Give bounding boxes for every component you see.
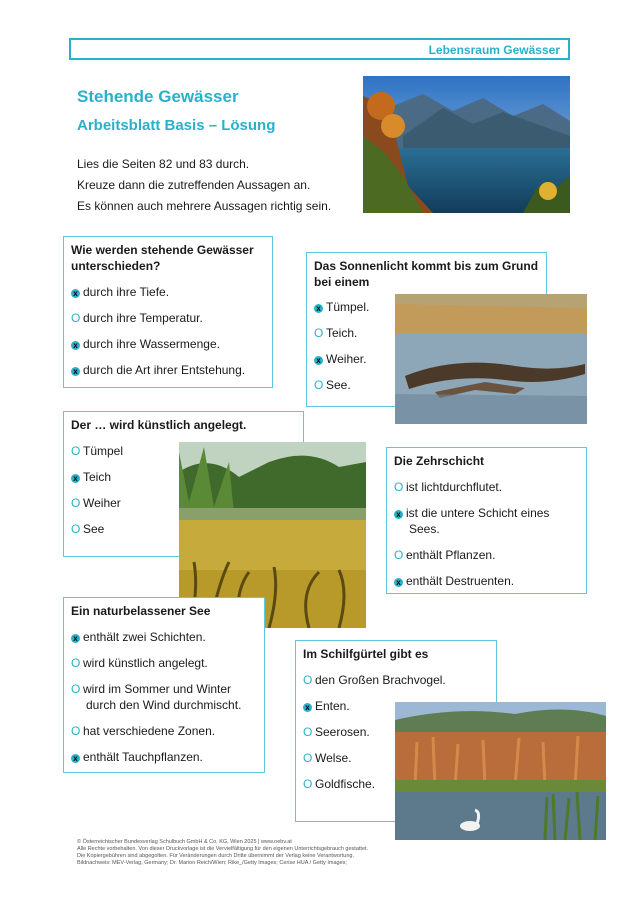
copyright-footer [77, 839, 368, 867]
answer-option[interactable]: x Tümpel. [314, 299, 369, 315]
checked-mark[interactable]: x [314, 304, 323, 313]
answer-option[interactable]: O Weiher [71, 496, 121, 510]
answer-option[interactable]: x enthält Tauchpflanzen. [71, 749, 203, 765]
open-circle-mark[interactable]: O [314, 378, 324, 392]
intro-text [77, 154, 331, 217]
checked-mark[interactable]: x [71, 474, 80, 483]
mountain-lake-photo [363, 76, 570, 213]
question-box-5 [63, 597, 265, 773]
question-text: Das Sonnenlicht kommt bis zum Grund bei einem [314, 259, 539, 289]
open-circle-mark[interactable]: O [303, 751, 313, 765]
open-circle-mark[interactable]: O [71, 682, 81, 696]
question-box-4 [386, 447, 587, 594]
checked-mark[interactable]: x [394, 578, 403, 587]
answer-option[interactable]: O ist lichtdurchflutet. [394, 480, 503, 494]
open-circle-mark[interactable]: O [303, 673, 313, 687]
answer-option[interactable]: O See. [314, 378, 351, 392]
open-circle-mark[interactable]: O [71, 656, 81, 670]
reed-belt-photo [395, 702, 606, 840]
open-circle-mark[interactable]: O [394, 548, 404, 562]
answer-option[interactable]: x durch die Art ihrer Entstehung. [71, 362, 245, 378]
page-subtitle: Arbeitsblatt Basis – Lösung [77, 117, 276, 134]
question-box-1 [63, 236, 273, 388]
footer-line: Bildnachweis: MEV-Verlag, Germany; Dr. Marion Reich/Wien; Rike_/Getty Images; Cerise HUA / Getty Images; [77, 860, 347, 866]
checked-mark[interactable]: x [71, 634, 80, 643]
checked-mark[interactable]: x [303, 703, 312, 712]
open-circle-mark[interactable]: O [71, 444, 81, 458]
answer-option[interactable]: O hat verschiedene Zonen. [71, 724, 216, 738]
open-circle-mark[interactable]: O [71, 311, 81, 325]
question-text: Ein naturbelassener See [71, 604, 211, 618]
checked-mark[interactable]: x [71, 289, 80, 298]
question-text: Im Schilfgürtel gibt es [303, 647, 429, 661]
checked-mark[interactable]: x [394, 510, 403, 519]
answer-option[interactable]: x durch ihre Wassermenge. [71, 336, 220, 352]
intro-line: Lies die Seiten 82 und 83 durch. [77, 157, 250, 171]
answer-option[interactable]: O enthält Pflanzen. [394, 548, 496, 562]
open-circle-mark[interactable]: O [71, 496, 81, 510]
footer-line: Alle Rechte vorbehalten. Von dieser Druckvorlage ist die Vervielfältigung für den eigenen Unterrichtsgebrauch gestattet. [77, 846, 369, 852]
answer-option[interactable]: O wird im Sommer und Winter durch den Wind durchmischt. [71, 682, 242, 712]
footer-line: Die Kopiergebühren sind abgegolten. Für Veränderungen durch Dritte übernimmt der Verlag keine Verantwortung. [77, 853, 355, 859]
open-circle-mark[interactable]: O [303, 725, 313, 739]
open-circle-mark[interactable]: O [314, 326, 324, 340]
answer-option[interactable]: O Welse. [303, 751, 352, 765]
checked-mark[interactable]: x [71, 341, 80, 350]
answer-option[interactable]: x durch ihre Tiefe. [71, 284, 169, 300]
answer-option[interactable]: x Weiher. [314, 351, 366, 367]
answer-option[interactable]: O Goldfische. [303, 777, 376, 791]
question-text: Der … wird künstlich angelegt. [71, 418, 247, 432]
answer-option[interactable]: O Seerosen. [303, 725, 370, 739]
header-bar [69, 38, 570, 60]
answer-option[interactable]: x enthält Destruenten. [394, 573, 514, 589]
answer-option[interactable]: x enthält zwei Schichten. [71, 629, 206, 645]
answer-option[interactable]: O Tümpel [71, 444, 124, 458]
answer-option[interactable]: O Teich. [314, 326, 358, 340]
checked-mark[interactable]: x [71, 367, 80, 376]
footer-line: © Österreichischer Bundesverlag Schulbuch GmbH & Co. KG, Wien 2025 | www.oebv.at [77, 839, 292, 845]
intro-line: Kreuze dann die zutreffenden Aussagen an. [77, 178, 311, 192]
open-circle-mark[interactable]: O [303, 777, 313, 791]
answer-option[interactable]: x Teich [71, 469, 111, 485]
answer-option[interactable]: O wird künstlich angelegt. [71, 656, 208, 670]
answer-option[interactable]: O durch ihre Temperatur. [71, 311, 203, 325]
topic-label: Lebensraum Gewässer [428, 43, 560, 57]
driftwood-pond-photo [395, 294, 587, 424]
open-circle-mark[interactable]: O [394, 480, 404, 494]
answer-option[interactable]: x ist die untere Schicht eines Sees. [394, 505, 549, 537]
open-circle-mark[interactable]: O [71, 724, 81, 738]
checked-mark[interactable]: x [314, 356, 323, 365]
question-text: Die Zehrschicht [394, 454, 485, 468]
answer-option[interactable]: O See [71, 522, 105, 536]
answer-option[interactable]: O den Großen Brachvogel. [303, 673, 446, 687]
checked-mark[interactable]: x [71, 754, 80, 763]
intro-line: Es können auch mehrere Aussagen richtig sein. [77, 199, 332, 213]
open-circle-mark[interactable]: O [71, 522, 81, 536]
answer-option[interactable]: x Enten. [303, 698, 350, 714]
page-title: Stehende Gewässer [77, 87, 239, 106]
question-text: Wie werden stehende Gewässer unterschieden? [71, 243, 254, 273]
